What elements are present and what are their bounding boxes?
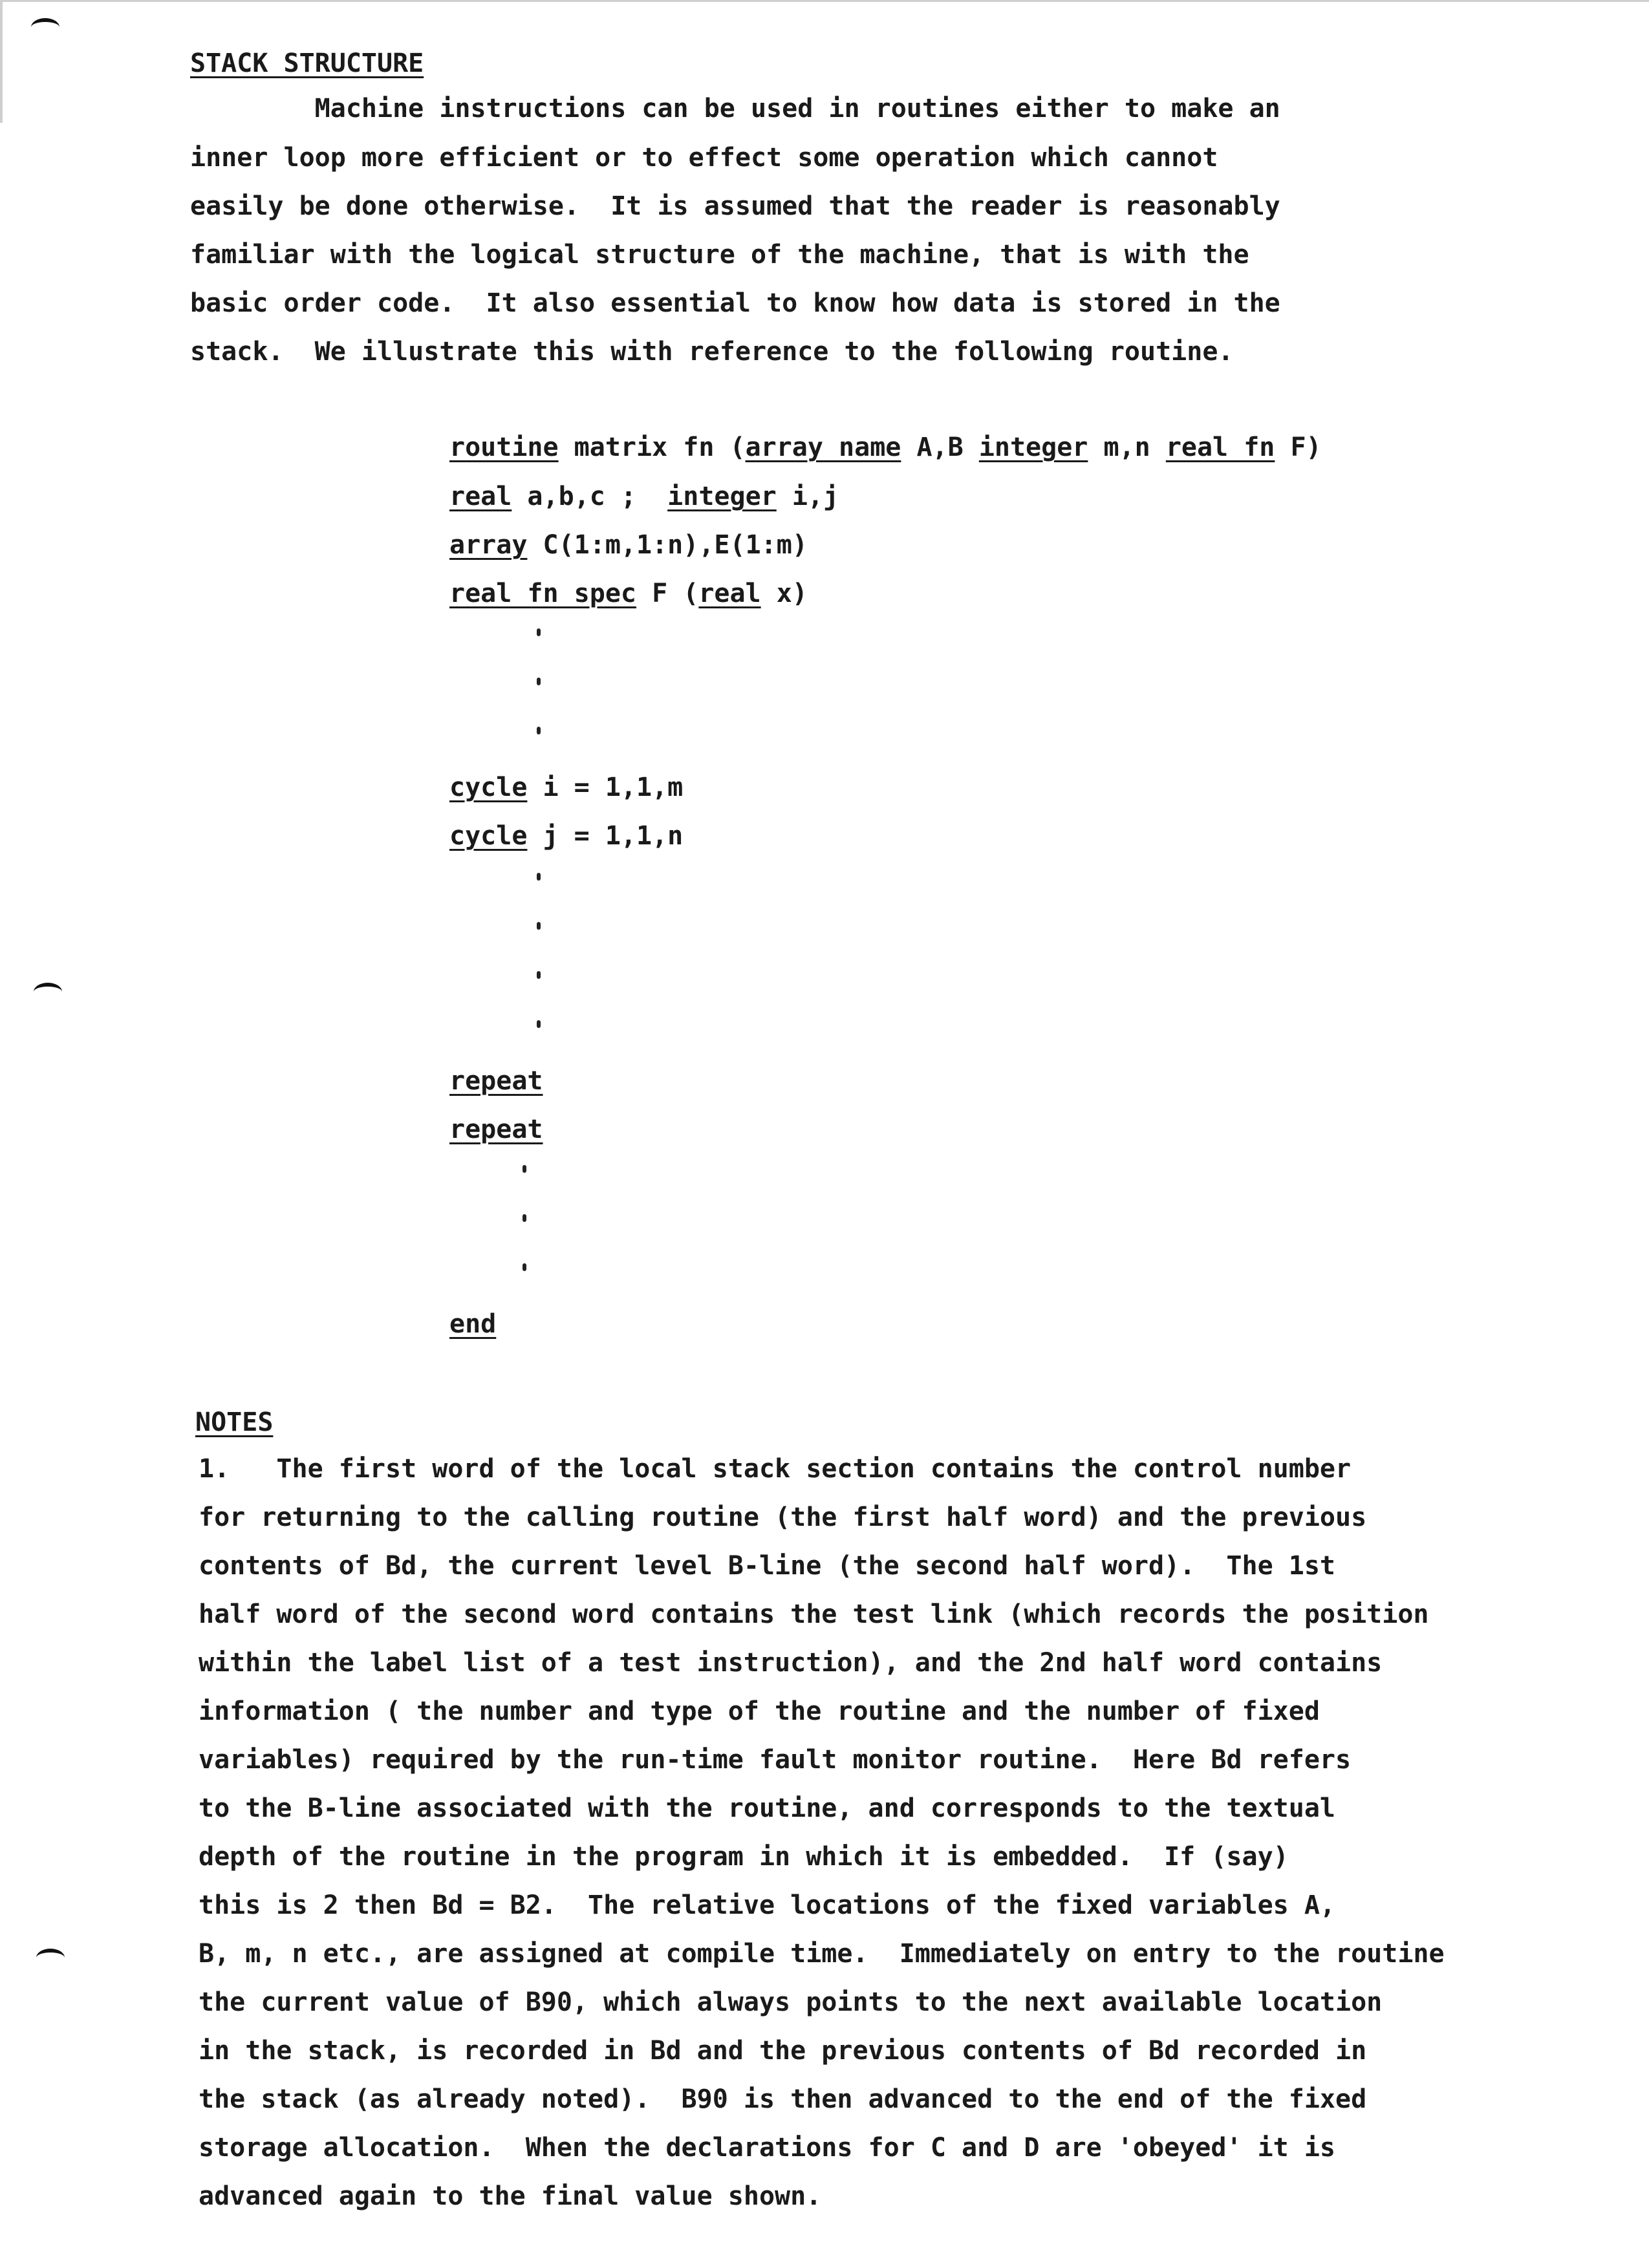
code-text: j = 1,1,n — [527, 821, 684, 851]
ellipsis-dot — [523, 1263, 526, 1271]
keyword: cycle — [449, 773, 528, 802]
ellipsis-dot — [537, 1020, 541, 1028]
note-line: variables) required by the run-time fault monitor routine. Here Bd refers — [199, 1745, 1352, 1775]
code-text: i = 1,1,m — [527, 773, 684, 802]
note-line: in the stack, is recorded in Bd and the previous contents of Bd recorded in — [199, 2036, 1367, 2066]
intro-line: Machine instructions can be used in routines either to make an — [190, 94, 1280, 123]
intro-line: basic order code. It also essential to know how data is stored in the — [190, 288, 1280, 318]
code-line-routine-header — [449, 434, 1322, 460]
punch-hole-mark-top — [31, 18, 59, 36]
intro-line: familiar with the logical structure of the machine, that is with the — [190, 240, 1249, 270]
page-heading: STACK STRUCTURE — [190, 48, 424, 78]
note-line: storage allocation. When the declarations for C and D are 'obeyed' it is — [199, 2133, 1335, 2163]
ellipsis-dot — [537, 922, 541, 930]
code-line-cycle-j — [449, 823, 683, 849]
punch-hole-mark-bottom — [36, 1949, 65, 1967]
keyword: real fn — [1165, 433, 1275, 462]
intro-line: easily be done otherwise. It is assumed that the reader is reasonably — [190, 191, 1280, 221]
intro-line: stack. We illustrate this with reference to the following routine. — [190, 337, 1234, 367]
keyword: routine — [449, 433, 559, 462]
keyword: integer — [978, 433, 1088, 462]
code-text: a,b,c ; — [512, 482, 668, 511]
note-line: information ( the number and type of the routine and the number of fixed — [199, 1696, 1320, 1726]
keyword: integer — [667, 482, 777, 511]
code-text: m,n — [1088, 433, 1166, 462]
ellipsis-dot — [537, 678, 541, 685]
note-line: the stack (as already noted). B90 is then advanced to the end of the fixed — [199, 2084, 1367, 2114]
page-left-edge — [0, 0, 3, 123]
note-line: the current value of B90, which always points to the next available location — [199, 1987, 1383, 2017]
code-text: F ( — [636, 579, 699, 608]
code-text: F) — [1275, 433, 1322, 462]
code-line-array — [449, 532, 808, 558]
code-line-cycle-i — [449, 775, 683, 800]
note-line: contents of Bd, the current level B-line (the second half word). The 1st — [199, 1551, 1335, 1581]
note-line: B, m, n etc., are assigned at compile time. Immediately on entry to the routine — [199, 1939, 1445, 1969]
page-top-edge — [0, 0, 1649, 2]
keyword: array — [449, 530, 528, 560]
ellipsis-dot — [537, 971, 541, 979]
code-text: matrix fn ( — [558, 433, 746, 462]
code-line-end — [449, 1311, 496, 1337]
keyword: end — [449, 1309, 497, 1339]
keyword: array name — [745, 433, 901, 462]
keyword: cycle — [449, 821, 528, 851]
code-text: i,j — [776, 482, 839, 511]
keyword: real — [698, 579, 761, 608]
ellipsis-dot — [537, 727, 541, 734]
intro-line: inner loop more efficient or to effect some operation which cannot — [190, 143, 1218, 173]
note-line: depth of the routine in the program in which it is embedded. If (say) — [199, 1842, 1289, 1872]
code-text: A,B — [901, 433, 979, 462]
code-line-repeat — [449, 1068, 543, 1094]
code-text: C(1:m,1:n),E(1:m) — [527, 530, 808, 560]
note-line: to the B-line associated with the routine, and corresponds to the textual — [199, 1793, 1335, 1823]
code-line-repeat — [449, 1117, 543, 1142]
ellipsis-dot — [523, 1165, 526, 1173]
code-line-fn-spec — [449, 581, 808, 606]
ellipsis-dot — [523, 1214, 526, 1222]
keyword: real fn spec — [449, 579, 636, 608]
keyword: repeat — [449, 1066, 543, 1096]
note-line: 1. The first word of the local stack section contains the control number — [199, 1454, 1352, 1484]
note-line: advanced again to the final value shown. — [199, 2181, 822, 2211]
ellipsis-dot — [537, 628, 541, 636]
note-line: this is 2 then Bd = B2. The relative locations of the fixed variables A, — [199, 1890, 1335, 1920]
notes-heading: NOTES — [195, 1407, 274, 1437]
keyword: real — [449, 482, 512, 511]
code-text: x) — [760, 579, 808, 608]
punch-hole-mark-middle — [34, 983, 62, 1001]
ellipsis-dot — [537, 873, 541, 881]
code-line-declarations — [449, 484, 839, 509]
note-line: within the label list of a test instruction), and the 2nd half word contains — [199, 1648, 1383, 1678]
note-line: for returning to the calling routine (the first half word) and the previous — [199, 1503, 1367, 1532]
note-line: half word of the second word contains the test link (which records the position — [199, 1599, 1429, 1629]
keyword: repeat — [449, 1115, 543, 1144]
